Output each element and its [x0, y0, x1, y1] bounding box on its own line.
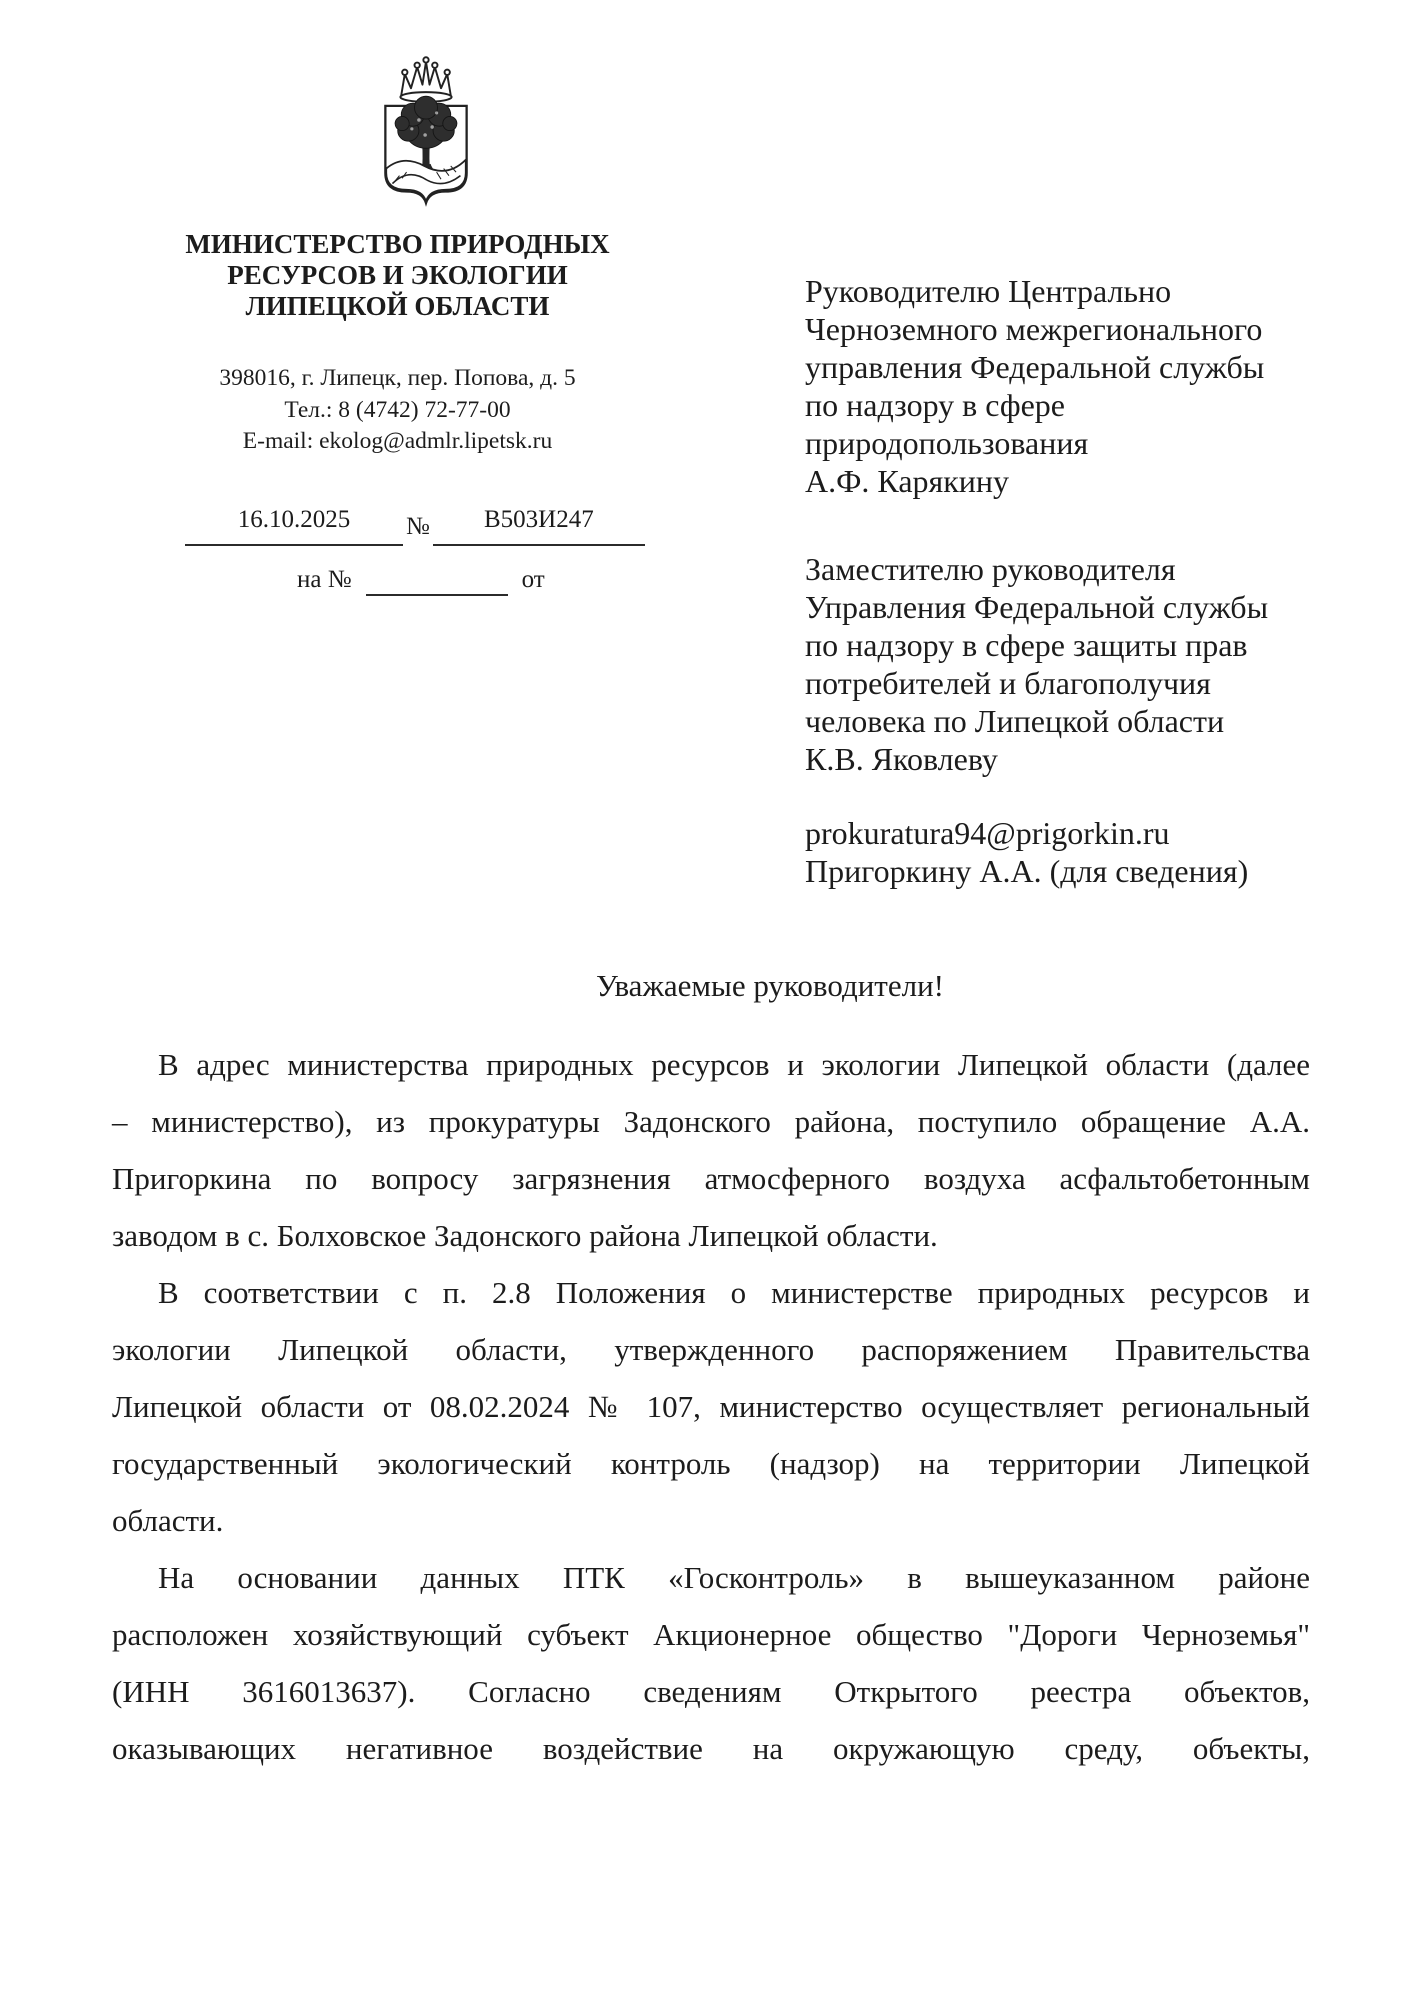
- org-email: E-mail: ekolog@admlr.lipetsk.ru: [242, 428, 553, 454]
- body-line: экологии Липецкой области, утвержденного распоряжением Правительства: [112, 1332, 1310, 1367]
- number-sign: №: [406, 513, 430, 540]
- body-line: оказывающих негативное воздействие на окружающую среду, объекты,: [112, 1731, 1310, 1766]
- salutation: Уважаемые руководители!: [596, 968, 944, 1003]
- recipient-line: Черноземного межрегионального: [805, 311, 1263, 347]
- coat-of-arms: [115, 44, 680, 231]
- cc-name: Пригоркину А.А. (для сведения): [805, 853, 1249, 889]
- lipetsk-oblast-emblem-icon: [373, 44, 479, 226]
- body-line: В адрес министерства природных ресурсов и экологии Липецкой области (далее: [158, 1047, 1310, 1082]
- recipient-line: человека по Липецкой области: [805, 703, 1225, 739]
- org-name: [115, 229, 680, 322]
- recipients: [805, 272, 1295, 940]
- reference-line: [297, 564, 545, 596]
- body-line: государственный экологический контроль (надзор) на территории Липецкой: [112, 1446, 1310, 1481]
- body-line: На основании данных ПТК «Госконтроль» в вышеуказанном районе: [158, 1560, 1310, 1595]
- date-field: [185, 506, 403, 546]
- org-name-line: ЛИПЕЦКОЙ ОБЛАСТИ: [245, 291, 550, 321]
- recipient-line: управления Федеральной службы: [805, 349, 1265, 385]
- recipient-line: потребителей и благополучия: [805, 665, 1211, 701]
- letter-body: [112, 1036, 1310, 1777]
- org-name-line: МИНИСТЕРСТВО ПРИРОДНЫХ: [185, 229, 610, 259]
- recipient-line: природопользования: [805, 425, 1089, 461]
- body-line: расположен хозяйствующий субъект Акционерное общество "Дороги Черноземья": [112, 1617, 1310, 1652]
- recipient-line: Руководителю Центрально: [805, 273, 1172, 309]
- recipient-line: по надзору в сфере защиты прав: [805, 627, 1248, 663]
- body-line: В соответствии с п. 2.8 Положения о министерстве природных ресурсов и: [158, 1275, 1310, 1310]
- body-line: области.: [112, 1503, 224, 1538]
- org-address: 398016, г. Липецк, пер. Попова, д. 5: [219, 365, 576, 391]
- paragraph: [112, 1036, 1310, 1264]
- org-name-line: РЕСУРСОВ И ЭКОЛОГИИ: [227, 260, 568, 290]
- ref-from-label: от: [521, 566, 545, 593]
- recipient-name: К.В. Яковлеву: [805, 741, 998, 777]
- number-field: [433, 506, 645, 546]
- body-line: Липецкой области от 08.02.2024 № 107, министерство осуществляет региональный: [112, 1389, 1310, 1424]
- letter-date: 16.10.2025: [237, 506, 351, 533]
- paragraph: [112, 1264, 1310, 1549]
- org-phone: Тел.: 8 (4742) 72-77-00: [284, 396, 511, 423]
- recipient-block: [805, 814, 1295, 890]
- body-line: Пригоркина по вопросу загрязнения атмосферного воздуха асфальтобетонным: [112, 1161, 1310, 1196]
- recipient-block: [805, 550, 1295, 778]
- recipient-line: Заместителю руководителя: [805, 551, 1176, 587]
- body-line: заводом в с. Болховское Задонского района Липецкой области.: [112, 1218, 938, 1253]
- body-line: (ИНН 3616013637). Согласно сведениям Открытого реестра объектов,: [112, 1674, 1310, 1709]
- recipient-block: [805, 272, 1295, 500]
- date-number-line: [185, 506, 645, 546]
- recipient-name: А.Ф. Карякину: [805, 463, 1010, 499]
- body-line: – министерство), из прокуратуры Задонского района, поступило обращение А.А.: [112, 1104, 1310, 1139]
- recipient-line: по надзору в сфере: [805, 387, 1065, 423]
- paragraph: [112, 1549, 1310, 1777]
- ref-label: на №: [297, 566, 352, 593]
- ref-blank: [366, 564, 508, 596]
- recipient-line: Управления Федеральной службы: [805, 589, 1269, 625]
- contact-block: [115, 363, 680, 458]
- cc-email: prokuratura94@prigorkin.ru: [805, 815, 1170, 851]
- letter-number: В503И247: [483, 506, 594, 533]
